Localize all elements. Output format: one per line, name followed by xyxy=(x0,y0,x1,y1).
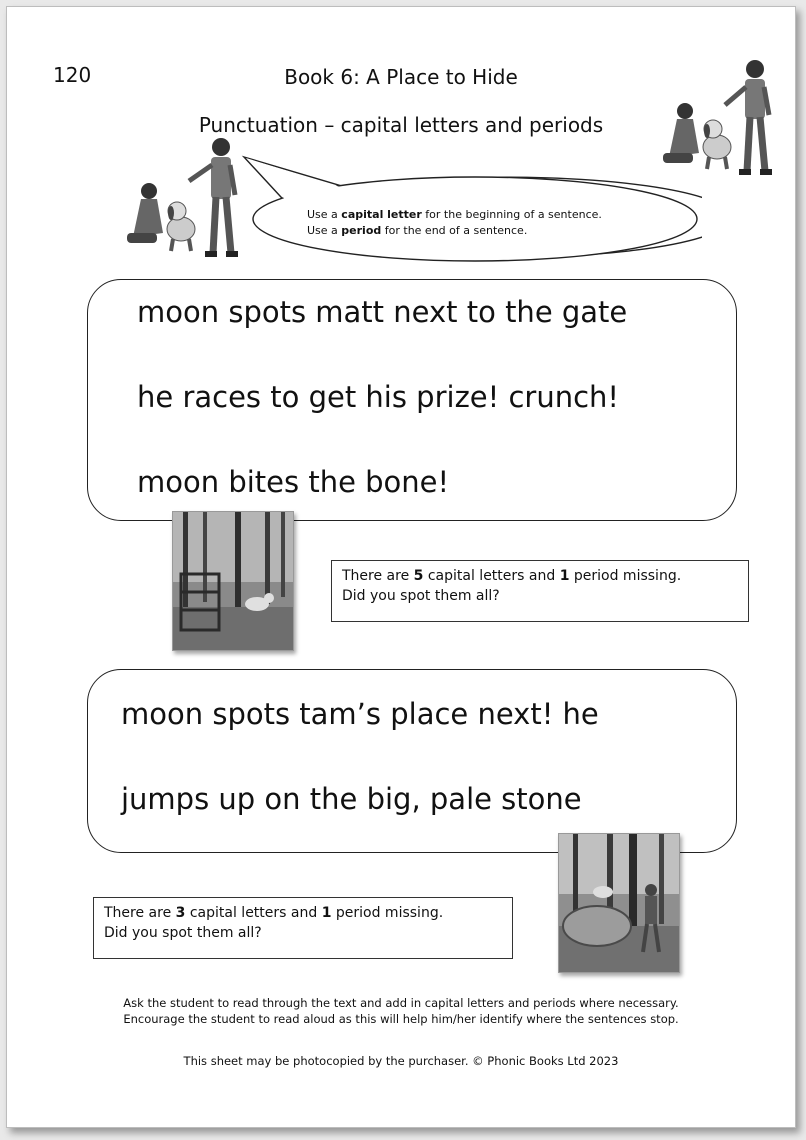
bubble-line-capital: Use a capital letter for the beginning of a sentence. xyxy=(307,208,602,221)
bubble-line-period: Use a period for the end of a sentence. xyxy=(307,224,528,237)
passage2-line2: jumps up on the big, pale stone xyxy=(121,782,582,816)
worksheet-page xyxy=(6,6,796,1128)
teacher-instructions xyxy=(7,995,795,1027)
copyright-notice: This sheet may be photocopied by the purchaser. © Phonic Books Ltd 2023 xyxy=(183,1054,619,1068)
hint1-line1: There are 5 capital letters and 1 period missing. xyxy=(342,568,682,584)
speech-bubble-text xyxy=(307,207,602,239)
hint2-line1: There are 3 capital letters and 1 period missing. xyxy=(104,905,444,921)
instruction-line1: Ask the student to read through the text and add in capital letters and periods where necessary. xyxy=(123,996,679,1010)
passage1-line3: moon bites the bone! xyxy=(137,465,450,499)
passage1-line2: he races to get his prize! crunch! xyxy=(137,380,620,414)
hint-box-2 xyxy=(93,897,513,959)
page-title: Book 6: A Place to Hide xyxy=(284,65,518,89)
passage2-line1: moon spots tam’s place next! he xyxy=(121,697,599,731)
hint2-line2: Did you spot them all? xyxy=(104,925,262,941)
forest-gate-photo xyxy=(172,511,294,651)
hint1-line2: Did you spot them all? xyxy=(342,588,500,604)
hint-box-1 xyxy=(331,560,749,622)
page-number: 120 xyxy=(53,63,92,87)
page-subtitle: Punctuation – capital letters and periods xyxy=(198,113,604,137)
forest-stone-photo xyxy=(558,833,680,973)
instruction-line2: Encourage the student to read aloud as this will help him/her identify where the sentences stop. xyxy=(123,1012,679,1026)
passage1-line1: moon spots matt next to the gate xyxy=(137,295,628,329)
